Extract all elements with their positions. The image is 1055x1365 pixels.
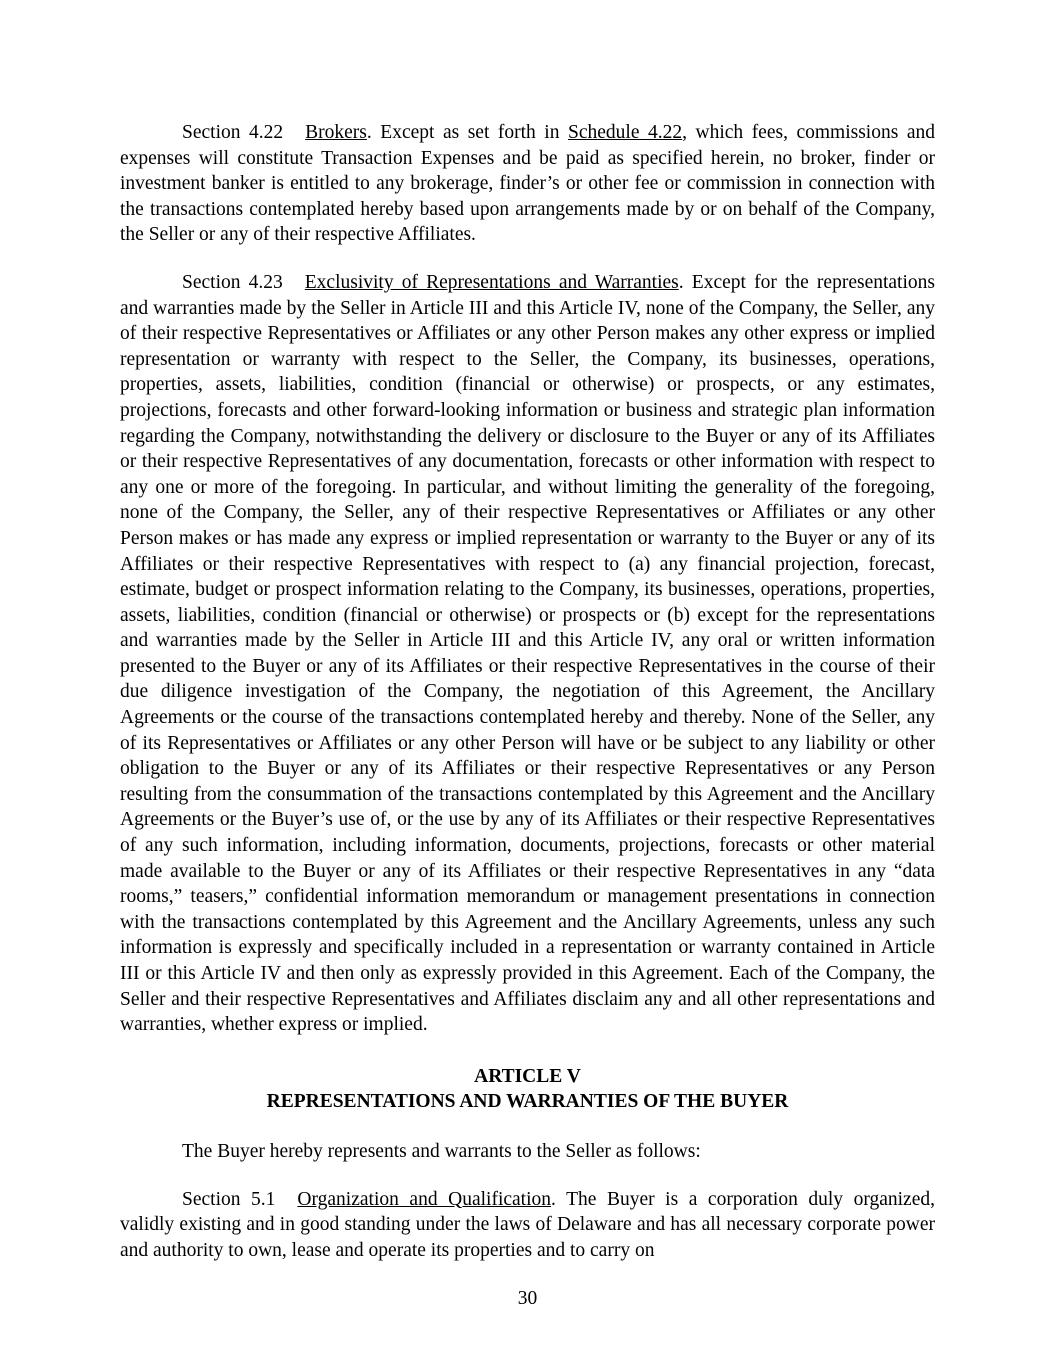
paragraph-section-4-22	[120, 120, 935, 248]
section-4-22-text-before-link: . Except as set forth in	[366, 122, 568, 143]
schedule-reference-link: Schedule 4.22	[568, 122, 683, 143]
article-heading-line2: REPRESENTATIONS AND WARRANTIES OF THE BUYER	[266, 1091, 789, 1113]
section-number-5-1: Section 5.1	[182, 1188, 276, 1210]
section-4-23-body: . Except for the representations and warranties made by the Seller in Article III and this Article IV, none of the Company, the Seller, any of their respective Representatives or Affiliates or any other Person makes any other express or implied representation or warranty with respect to the Seller, the Company, its businesses, operations, properties, assets, liabilities, condition (financial or otherwise) or prospects, or any estimates, projections, forecasts and other forward-looking information or business and strategic plan information regarding the Company, notwithstanding the delivery or disclosure to the Buyer or any of its Affiliates or their respective Representatives of any documentation, forecasts or other information with respect to any one or more of the foregoing. In particular, and without limiting the generality of the foregoing, none of the Company, the Seller, any of their respective Representatives or Affiliates or any other Person makes or has made any express or implied representation or warranty to the Buyer or any of its Affiliates or their respective Representatives with respect to (a) any financial projection, forecast, estimate, budget or prospect information relating to the Company, its businesses, operations, properties, assets, liabilities, condition (financial or otherwise) or prospects or (b) except for the representations and warranties made by the Seller in Article III and this Article IV, any oral or written information presented to the Buyer or any of its Affiliates or their respective Representatives in the course of their due diligence investigation of the Company, the negotiation of this Agreement, the Ancillary Agreements or the course of the transactions contemplated hereby and thereby. None of the Seller, any of its Representatives or Affiliates or any other Person will have or be subject to any liability or other obligation to the Buyer or any of its Affiliates or their respective Representatives or any Person resulting from the consummation of the transactions contemplated by this Agreement and the Ancillary Agreements or the Buyer’s use of, or the use by any of its Affiliates or their respective Representatives of any such information, including information, documents, projections, forecasts or other material made available to the Buyer or any of its Affiliates or their respective Representatives in any “data rooms,” teasers,” confidential information memorandum or management presentations in connection with the transactions contemplated by this Agreement and the Ancillary Agreements, unless any such information is expressly and specifically included in a representation or warranty contained in Article III or this Article IV and then only as expressly provided in this Agreement. Each of the Company, the Seller and their respective Representatives and Affiliates disclaim any and all other representations and warranties, whether express or implied.	[120, 271, 935, 1036]
paragraph-section-4-23	[120, 270, 935, 1038]
article-heading	[120, 1064, 935, 1115]
page-number: 30	[517, 1288, 538, 1309]
section-5-1-body: . The Buyer is a corporation duly organized, validly existing and in good standing under the laws of Delaware and has all necessary corporate power and authority to own, lease and operate its properties and to carry on	[120, 1188, 935, 1261]
section-heading-exclusivity: Exclusivity of Representations and Warranties	[304, 271, 679, 293]
paragraph-lead-in	[120, 1139, 935, 1165]
section-number-4-22: Section 4.22	[182, 122, 284, 143]
section-heading-organization: Organization and Qualification	[297, 1188, 552, 1210]
section-number-4-23: Section 4.23	[182, 271, 283, 293]
paragraph-section-5-1	[120, 1187, 935, 1264]
article-heading-line1: ARTICLE V	[474, 1065, 581, 1087]
section-heading-brokers: Brokers	[305, 122, 367, 143]
section-4-22-body: , which fees, commissions and expenses will constitute Transaction Expenses and be paid as specified herein, no broker, finder or investment banker is entitled to any brokerage, finder’s or other fee or commission in connection with the transactions contemplated hereby based upon arrangements made by or on behalf of the Company, the Seller or any of their respective Affiliates.	[120, 122, 935, 246]
lead-in-text: The Buyer hereby represents and warrants to the Seller as follows:	[182, 1140, 701, 1162]
